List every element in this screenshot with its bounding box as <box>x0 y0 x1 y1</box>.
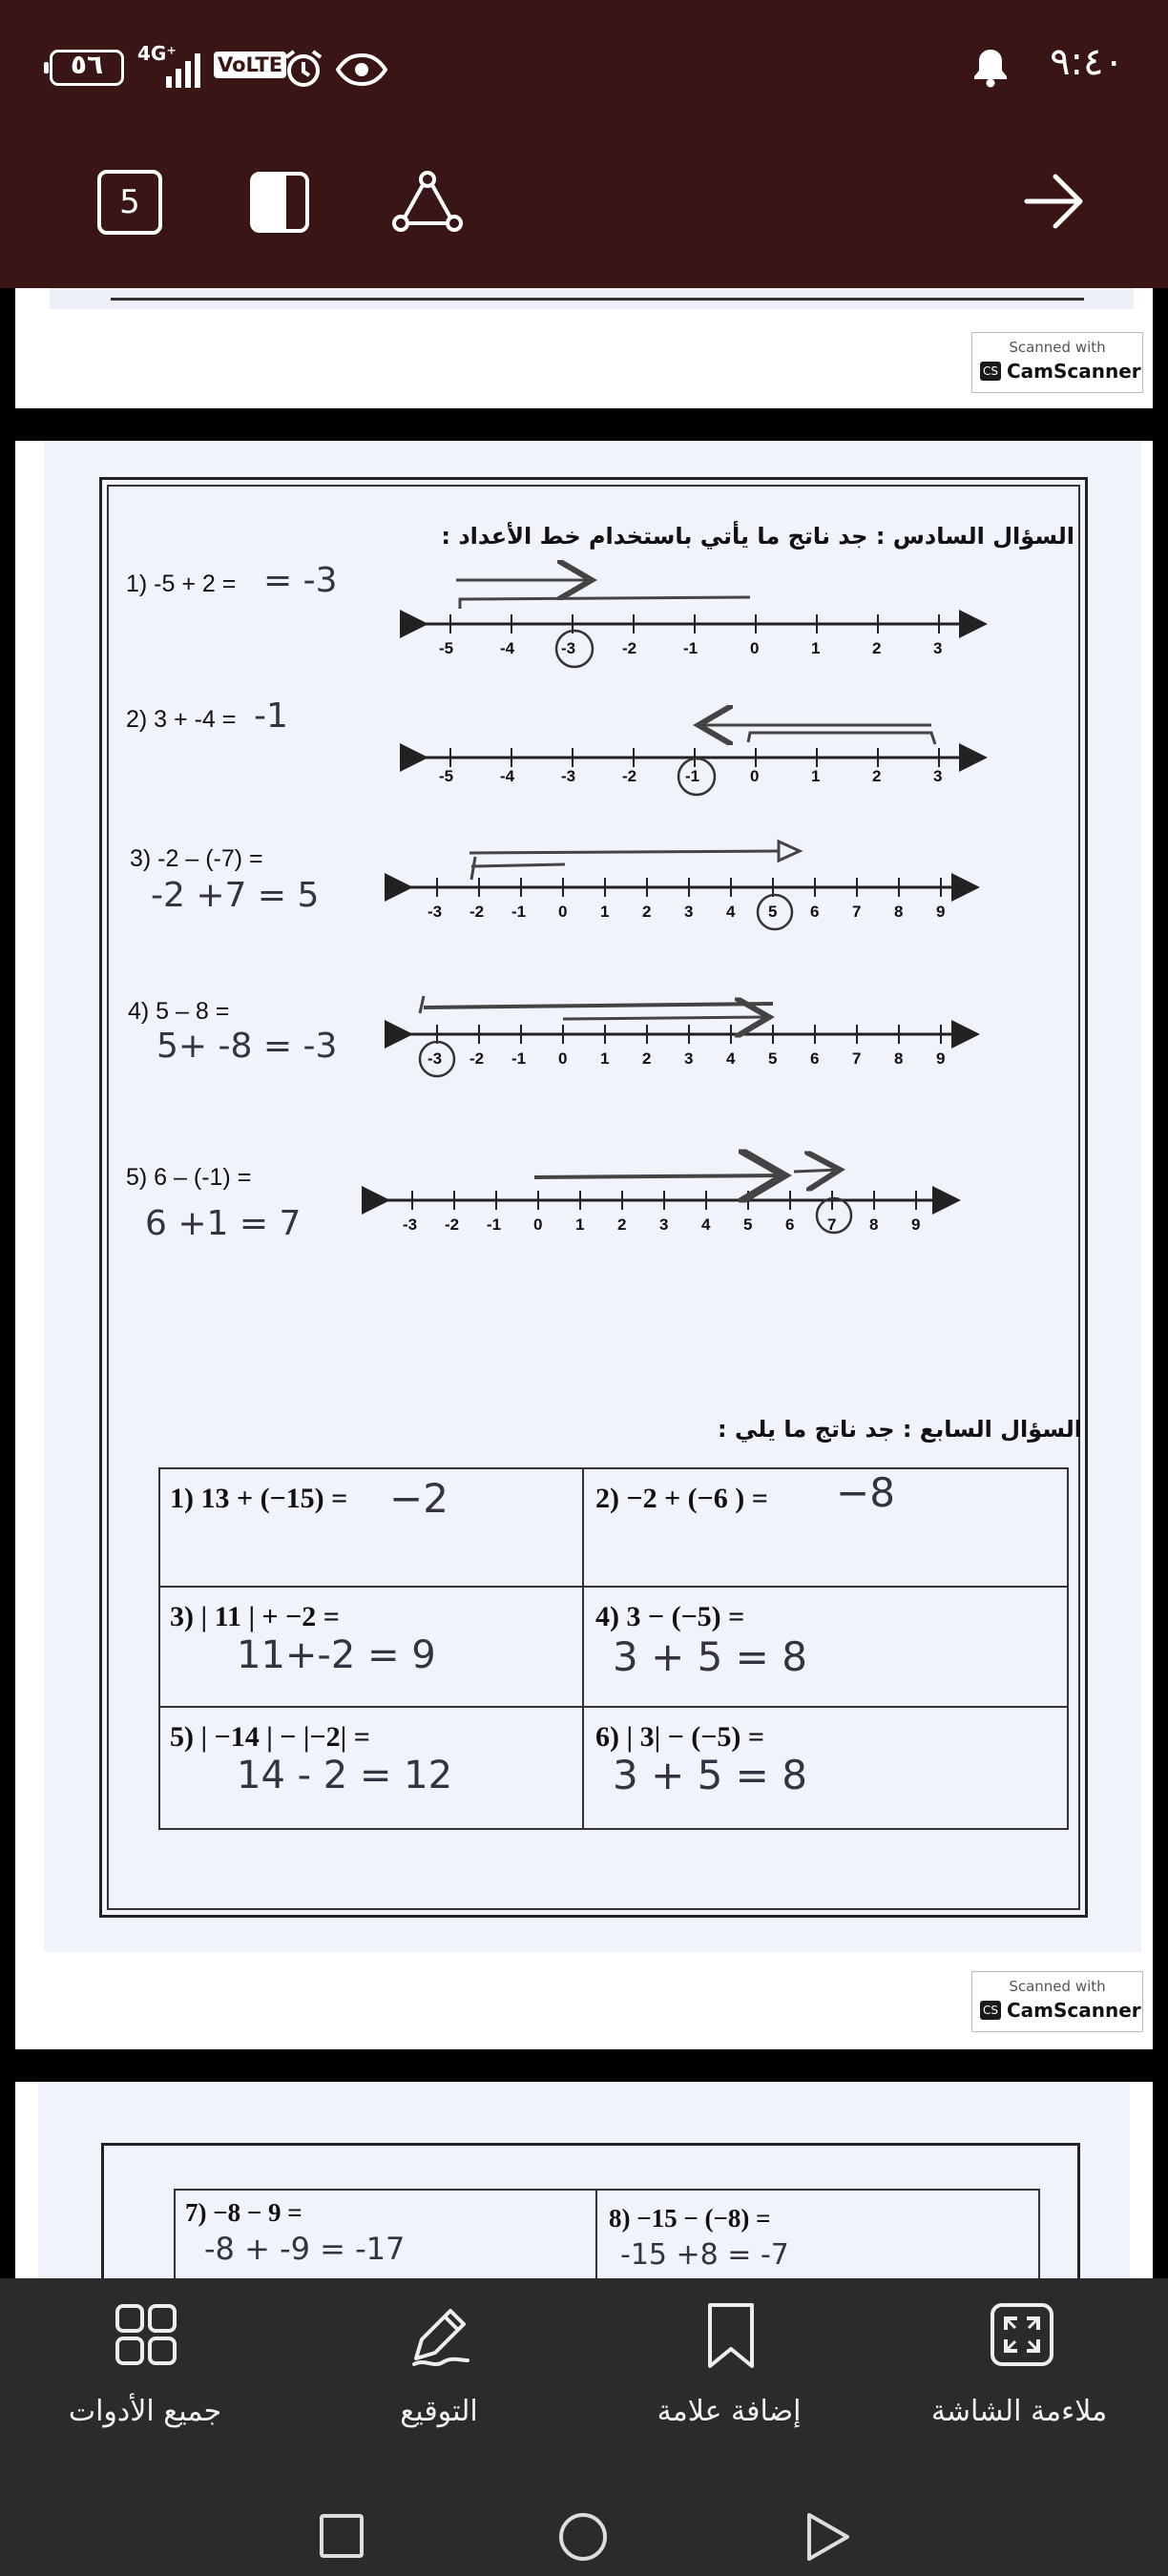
bookmark-icon <box>704 2301 758 2374</box>
q6-question-3: 3) -2 – (-7) = <box>130 845 263 872</box>
all-tools-button[interactable] <box>2 2278 288 2469</box>
tick-label: 3 <box>933 639 943 657</box>
tick-label: -3 <box>561 639 576 657</box>
network-type: 4G⁺ <box>137 42 177 65</box>
q6-question-2: 2) 3 + -4 = <box>126 706 237 733</box>
tick-label: -5 <box>439 767 454 785</box>
tick-label: -3 <box>428 1049 443 1068</box>
tick-label: 0 <box>533 1215 543 1234</box>
forward-arrow-icon[interactable] <box>1023 172 1086 235</box>
q7-table <box>158 1467 1069 1830</box>
camscanner-watermark <box>971 332 1143 393</box>
q6-question-4: 4) 5 – 8 = <box>128 998 230 1025</box>
scanned-sheet <box>44 441 1141 1952</box>
tick-label: 4 <box>701 1215 711 1234</box>
tick-label: 2 <box>617 1215 627 1234</box>
signature-button[interactable] <box>296 2278 582 2469</box>
tick-label: 6 <box>810 903 820 921</box>
tick-label: 0 <box>558 903 568 921</box>
q7-cell-3-answer: 11+-2 = 9 <box>237 1633 436 1677</box>
tick-label: 1 <box>811 767 821 785</box>
tick-label: 2 <box>642 1049 652 1068</box>
q6-answer-1: = -3 <box>263 561 338 600</box>
fit-screen-button[interactable] <box>876 2278 1162 2469</box>
page3-table <box>174 2189 1040 2278</box>
tick-label: 8 <box>894 903 904 921</box>
q7-title: السؤال السابع : جد ناتج ما يلي : <box>718 1416 1082 1443</box>
tick-label: 2 <box>642 903 652 921</box>
q6-answer-4: 5+ -8 = -3 <box>156 1027 338 1066</box>
tick-label: 3 <box>659 1215 669 1234</box>
signature-label: التوقيع <box>400 2395 478 2428</box>
q7-cell-6-answer: 3 + 5 = 8 <box>613 1752 807 1798</box>
number-lines <box>44 441 1141 1299</box>
recents-nav-icon[interactable] <box>319 2513 365 2563</box>
tick-label: -4 <box>500 639 515 657</box>
q6-title: السؤال السادس : جد ناتج ما يأتي باستخدام خط الأعداد : <box>441 523 1074 550</box>
tick-label: 5 <box>768 903 778 921</box>
scanned-with-text: Scanned with <box>1009 339 1106 356</box>
tick-label: 0 <box>750 639 760 657</box>
single-page-view-icon[interactable] <box>250 172 309 233</box>
q6-answer-3: -2 +7 = 5 <box>151 876 320 915</box>
tick-label: -2 <box>445 1215 460 1234</box>
pen-icon <box>407 2301 473 2372</box>
page3-cell-7-question: 7) −8 − 9 = <box>185 2198 302 2227</box>
alarm-icon <box>282 48 324 93</box>
status-time: ٩:٤٠ <box>1050 40 1124 84</box>
home-nav-icon[interactable] <box>557 2511 609 2566</box>
tick-label: 5 <box>768 1049 778 1068</box>
battery-level: ٥٦ <box>70 49 104 80</box>
page-2 <box>15 441 1153 2049</box>
tick-label: 6 <box>785 1215 795 1234</box>
table-divider <box>160 1586 1067 1588</box>
page-3 <box>15 2082 1153 2278</box>
tick-label: 2 <box>872 767 882 785</box>
tick-label: 5 <box>743 1215 753 1234</box>
camscanner-brand: CamScanner <box>1007 360 1141 383</box>
q6-answer-5: 6 +1 = 7 <box>145 1204 302 1243</box>
table-divider <box>595 2191 597 2278</box>
tick-label: 9 <box>936 903 946 921</box>
eye-icon <box>336 53 387 90</box>
page3-cell-8-answer: -15 +8 = -7 <box>620 2238 789 2272</box>
tick-label: -1 <box>685 767 700 785</box>
tick-label: 7 <box>827 1215 837 1234</box>
tick-label: 1 <box>600 903 610 921</box>
tick-label: -3 <box>428 903 443 921</box>
q7-cell-6-question: 6) | 3| − (−5) = <box>595 1721 764 1753</box>
bottom-toolbar <box>0 2278 1168 2576</box>
all-tools-label: جميع الأدوات <box>68 2395 222 2428</box>
battery-icon <box>50 50 124 86</box>
page-1-border-line <box>111 288 1084 301</box>
tick-label: 1 <box>811 639 821 657</box>
table-divider <box>582 1469 584 1828</box>
tick-label: 7 <box>852 903 862 921</box>
tick-label: -4 <box>500 767 515 785</box>
q7-cell-5-answer: 14 - 2 = 12 <box>237 1754 453 1797</box>
tick-label: -2 <box>469 1049 485 1068</box>
share-nodes-icon[interactable] <box>391 170 464 239</box>
fit-screen-label: ملاءمة الشاشة <box>930 2395 1108 2428</box>
tool-row <box>0 2278 1168 2469</box>
tick-label: 9 <box>911 1215 921 1234</box>
tick-label: 7 <box>852 1049 862 1068</box>
q7-cell-3-question: 3) | 11 | + −2 = <box>170 1601 340 1632</box>
tick-label: -1 <box>511 1049 527 1068</box>
page-1-tail <box>15 288 1153 408</box>
tick-label: 4 <box>726 1049 736 1068</box>
q7-cell-4-answer: 3 + 5 = 8 <box>613 1633 807 1680</box>
tick-label: -1 <box>683 639 699 657</box>
volte-badge: VoLTE <box>214 52 286 78</box>
camscanner-logo: CS <box>980 362 1001 381</box>
tick-label: 4 <box>726 903 736 921</box>
back-nav-icon[interactable] <box>803 2511 851 2566</box>
tick-label: 6 <box>810 1049 820 1068</box>
tick-label: -3 <box>403 1215 418 1234</box>
fit-screen-icon <box>989 2301 1055 2372</box>
camscanner-logo: CS <box>980 2001 1001 2020</box>
camscanner-brand: CamScanner <box>1007 1999 1141 2022</box>
table-divider <box>160 1706 1067 1708</box>
scanned-with-text: Scanned with <box>1009 1978 1106 1995</box>
tick-label: -1 <box>511 903 527 921</box>
q6-question-1: 1) -5 + 2 = <box>126 571 237 597</box>
tick-label: 0 <box>750 767 760 785</box>
add-bookmark-label: إضافة علامة <box>657 2395 802 2428</box>
tick-label: 9 <box>936 1049 946 1068</box>
page3-cell-7-answer: -8 + -9 = -17 <box>204 2231 406 2267</box>
q7-cell-1-question: 1) 13 + (−15) = <box>170 1483 348 1514</box>
tick-label: -5 <box>439 639 454 657</box>
tick-label: -3 <box>561 767 576 785</box>
tick-label: 3 <box>933 767 943 785</box>
tick-label: 8 <box>894 1049 904 1068</box>
camscanner-watermark <box>971 1971 1143 2032</box>
notification-bell-icon <box>971 48 1010 92</box>
add-bookmark-button[interactable] <box>586 2278 872 2469</box>
page-count-button[interactable]: 5 <box>97 170 162 235</box>
tick-label: -2 <box>469 903 485 921</box>
page-1-scan-edge <box>50 288 1134 309</box>
tick-label: -1 <box>487 1215 502 1234</box>
scanned-sheet-3 <box>38 2082 1130 2278</box>
tick-label: 0 <box>558 1049 568 1068</box>
battery-tip <box>44 62 49 73</box>
page3-cell-8-question: 8) −15 − (−8) = <box>609 2204 771 2233</box>
q6-answer-2: -1 <box>254 696 288 736</box>
tick-label: 1 <box>575 1215 585 1234</box>
grid-icon <box>115 2303 177 2370</box>
q6-question-5: 5) 6 – (-1) = <box>126 1164 252 1191</box>
q7-cell-5-question: 5) | −14 | − |−2| = <box>170 1721 370 1753</box>
tick-label: 3 <box>684 1049 694 1068</box>
tick-label: 8 <box>869 1215 879 1234</box>
top-bar <box>0 0 1168 288</box>
q7-cell-4-question: 4) 3 − (−5) = <box>595 1601 745 1632</box>
q7-cell-2-answer: −8 <box>836 1469 895 1516</box>
q7-cell-2-question: 2) −2 + (−6 ) = <box>595 1483 768 1514</box>
tick-label: -2 <box>622 767 637 785</box>
tick-label: -2 <box>622 639 637 657</box>
signal-icon <box>143 50 208 93</box>
tick-label: 2 <box>872 639 882 657</box>
q7-cell-1-answer: −2 <box>389 1475 448 1522</box>
tick-label: 3 <box>684 903 694 921</box>
tick-label: 1 <box>600 1049 610 1068</box>
